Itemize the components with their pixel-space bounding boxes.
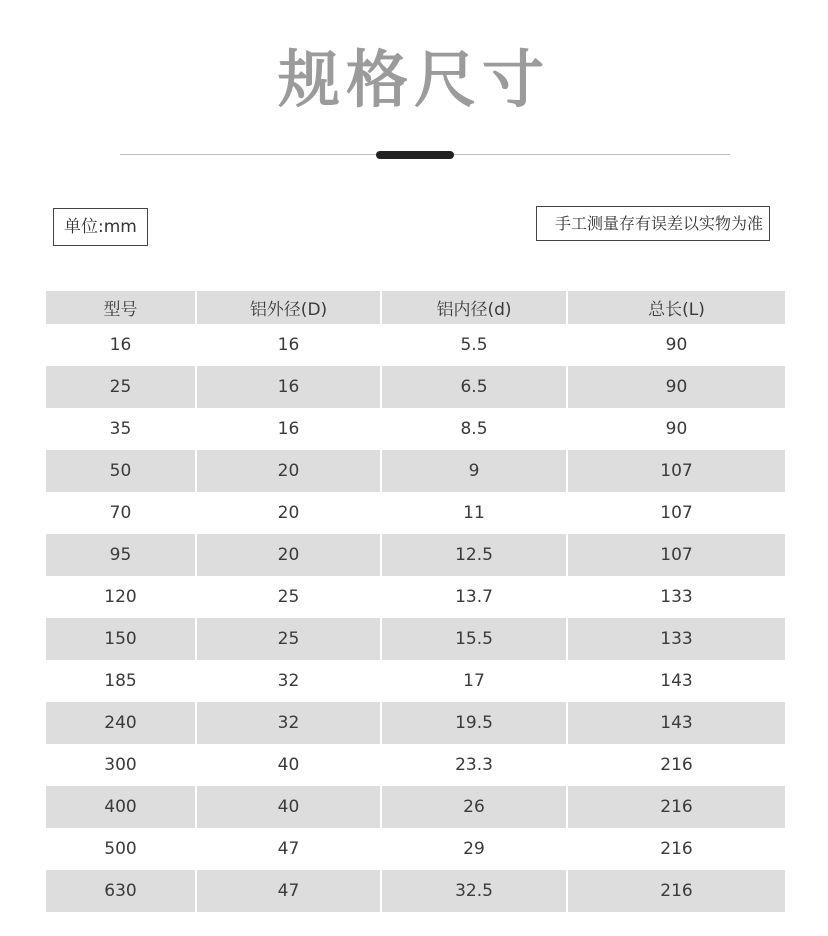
cell-inner-diameter: 26: [381, 786, 567, 828]
table-row: [46, 828, 785, 870]
cell-total-length: 90: [567, 324, 785, 366]
table-row: [46, 492, 785, 534]
cell-total-length: 143: [567, 660, 785, 702]
table-row: [46, 366, 785, 408]
cell-outer-diameter: 20: [196, 534, 381, 576]
cell-outer-diameter: 32: [196, 702, 381, 744]
cell-inner-diameter: 12.5: [381, 534, 567, 576]
cell-total-length: 216: [567, 786, 785, 828]
cell-model: 50: [46, 450, 196, 492]
header-inner-diameter: 铝内径(d): [381, 291, 567, 324]
cell-inner-diameter: 23.3: [381, 744, 567, 786]
cell-outer-diameter: 16: [196, 324, 381, 366]
measurement-note: 手工测量存有误差以实物为准: [536, 206, 770, 241]
cell-model: 500: [104, 839, 137, 859]
cell-total-length: 107: [567, 492, 785, 534]
cell-model: 400: [46, 786, 196, 828]
cell-inner-diameter: 6.5: [381, 366, 567, 408]
cell-model: 95: [46, 534, 196, 576]
page-title: 规格尺寸: [277, 43, 550, 116]
table-row: [46, 408, 785, 450]
table-row: [46, 786, 785, 828]
cell-outer-diameter: 25: [196, 576, 381, 618]
cell-inner-diameter: 19.5: [381, 702, 567, 744]
table-row: [46, 744, 785, 786]
cell-outer-diameter: 32: [196, 660, 381, 702]
cell-inner-diameter: 13.7: [381, 576, 567, 618]
cell-model: 70: [109, 503, 132, 523]
cell-model: 240: [46, 702, 196, 744]
cell-inner-diameter: 5.5: [381, 324, 567, 366]
cell-model: 16: [109, 335, 132, 355]
table-row: [46, 534, 785, 576]
cell-total-length: 216: [567, 744, 785, 786]
title-divider-accent: [376, 151, 454, 159]
table-row: [46, 576, 785, 618]
cell-outer-diameter: 40: [196, 786, 381, 828]
cell-total-length: 143: [567, 702, 785, 744]
cell-outer-diameter: 47: [196, 828, 381, 870]
table-row: [46, 618, 785, 660]
cell-inner-diameter: 32.5: [381, 870, 567, 912]
cell-model: 35: [109, 419, 132, 439]
cell-total-length: 216: [567, 870, 785, 912]
unit-label: 单位:mm: [53, 208, 148, 246]
cell-inner-diameter: 15.5: [381, 618, 567, 660]
cell-outer-diameter: 16: [196, 408, 381, 450]
cell-model: 185: [104, 671, 137, 691]
cell-model: 25: [46, 366, 196, 408]
table-row: [46, 324, 785, 366]
header-model: 型号: [46, 291, 196, 324]
cell-inner-diameter: 17: [381, 660, 567, 702]
table-row: [46, 660, 785, 702]
cell-model: 120: [104, 587, 137, 607]
cell-total-length: 107: [567, 534, 785, 576]
spec-table: [46, 291, 785, 912]
cell-total-length: 107: [567, 450, 785, 492]
cell-inner-diameter: 9: [381, 450, 567, 492]
cell-inner-diameter: 11: [381, 492, 567, 534]
cell-inner-diameter: 29: [381, 828, 567, 870]
table-header-row: [46, 291, 785, 324]
cell-inner-diameter: 8.5: [381, 408, 567, 450]
cell-total-length: 133: [567, 618, 785, 660]
cell-outer-diameter: 20: [196, 492, 381, 534]
cell-outer-diameter: 40: [196, 744, 381, 786]
cell-outer-diameter: 20: [196, 450, 381, 492]
cell-total-length: 90: [567, 408, 785, 450]
cell-model: 150: [46, 618, 196, 660]
cell-outer-diameter: 25: [196, 618, 381, 660]
table-row: [46, 702, 785, 744]
table-row: [46, 870, 785, 912]
table-row: [46, 450, 785, 492]
header-outer-diameter: 铝外径(D): [196, 291, 381, 324]
cell-total-length: 216: [567, 828, 785, 870]
cell-model: 630: [46, 870, 196, 912]
header-total-length: 总长(L): [567, 291, 785, 324]
cell-outer-diameter: 47: [196, 870, 381, 912]
cell-model: 300: [104, 755, 137, 775]
cell-total-length: 133: [567, 576, 785, 618]
cell-total-length: 90: [567, 366, 785, 408]
cell-outer-diameter: 16: [196, 366, 381, 408]
spec-table-body: [46, 324, 785, 912]
